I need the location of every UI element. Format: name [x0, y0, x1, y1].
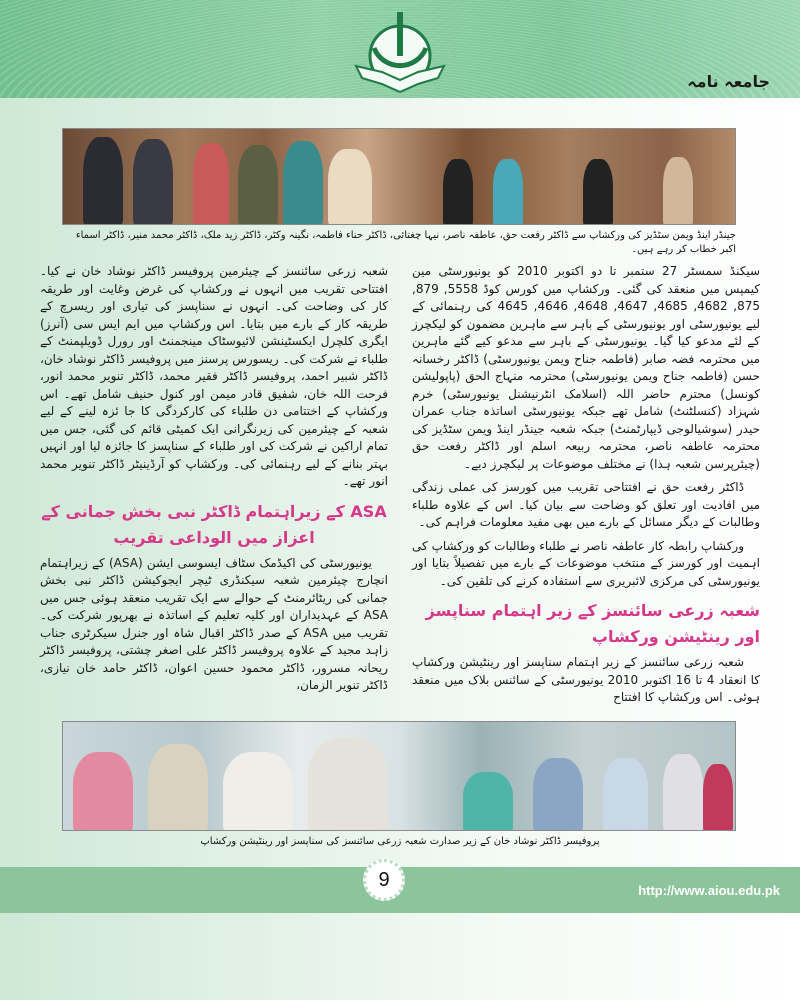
paragraph [40, 263, 388, 491]
aiou-crest-logo [352, 8, 448, 96]
text-line: (فاطمہ جناح ویمن یونیورسٹی) محترمہ منہاج الحق (پاپولیشن کونسل) محترم حاضر اللہ [412, 369, 760, 401]
text-line: رہنمائی کی۔ ورکشاپ کو آرڈینیٹر ڈاکٹر تنویر محمد انور تھے۔ [40, 456, 388, 488]
text-line: ہذا) نے مختلف موضوعات پر لیکچرز دیے۔ [464, 456, 671, 471]
text-line: ماہرین میں محترمہ فضہ صابر (فاطمہ جناح ویمن یونیورسٹی) ڈاکٹر رخسانہ حسن [412, 334, 760, 383]
page-number: 9 [363, 859, 405, 901]
text-line: سے ایک تقریب منعقد ہوئی جس میں ASA کے عہدیداران اور کلیہ تعلیم کے [40, 590, 388, 622]
right-column [412, 263, 760, 713]
top-photo [62, 128, 736, 225]
text-line: بارے میں بھی مفید معلومات فراہم کی۔ [418, 515, 620, 529]
text-line: ریحانہ مسرور، ڈاکٹر محمود حسین اعوان، ڈاکٹر حامد خان نیازی، ڈاکٹر تنویر الزمان، [40, 660, 388, 692]
text-line: اکتوبر 2010 یونیورسٹی کے سائنس بلاک میں منعقد ہوئی۔ اس ورکشاپ کا افتتاح [412, 672, 760, 704]
text-line: ڈویلپمنٹ کے طلباء نے شرکت کی۔ ریسورس پرسنز میں پروفیسر ڈاکٹر نوشاد خان، [40, 334, 388, 366]
text-line: اراکین نے شرکت کی اور طلباء کے سناپسز کا جائزہ لیا اور انہیں بہتر بنانے کے لیے [40, 439, 388, 471]
text-line: اساتذہ نے بھرپور شرکت کی۔ تقریب میں ASA کے صدر ڈاکٹر اقبال شاہ اور [40, 608, 388, 640]
text-line: سٹڈیز کی محترمہ عاطفہ ناصر، محترمہ ربیعہ اسلم اور ڈاکٹر رفعت حق (چیئرپرسن شعبہ [412, 421, 760, 471]
magazine-title: جامعہ نامہ [687, 72, 770, 91]
text-line: 4648, 4646, 4645 کی رہنمائی کے لیے یونیورسٹی اور یونیورسٹی کے باہر [412, 299, 760, 331]
section-heading-agri-workshop: شعبہ زرعی سائنسز کے زیر اہتمام سناپسز اور رینٹیشن ورکشاپ [425, 601, 760, 646]
text-line: ورکشاپ رابطہ کار عاطفہ ناصر نے طلباء وطالبات کو ورکشاپ کی اہمیت اور [412, 538, 760, 570]
text-line: سناپسز کی تیاری اور ریسرچ کے طریقہ کار کے بارے میں بتایا۔ اس ورکشاپ میں [40, 299, 388, 331]
page-header [0, 0, 800, 98]
section-heading-asa-line2: اعزاز میں الوداعی تقریب [113, 527, 315, 547]
text-line: لائبریری سے استفادہ کرنے کی تلقین کی۔ [439, 573, 646, 588]
website-link[interactable]: http://www.aiou.edu.pk [638, 882, 780, 898]
text-line: سیکنڈ سمسٹر 27 ستمبر تا دو اکتوبر 2010 کو یونیورسٹی مین کیمپس میں منعقد کی گئی۔ [412, 264, 761, 296]
paragraph [40, 555, 388, 695]
text-line: یونیورسٹی کی اکیڈمک سٹاف ایسوسی ایشن (ASA) کے زیراہتمام انچارج [40, 555, 388, 587]
article-columns [40, 263, 760, 713]
text-line: ورکشاپ میں کورس کوڈ 5558, 879, 875, 4682, 4685, 4647, [412, 281, 760, 313]
text-line: تعلق کو وضاحت سے بیان کیا۔ اس کے علاوہ طلباء وطالبات کے دیگر مسائل کے [412, 497, 760, 529]
bottom-photo-caption: پروفیسر ڈاکٹر نوشاد خان کے زیر صدارت شعبہ زرعی سائنسز کی سناپسز اور رینٹیشن ورکشاپ [200, 835, 600, 847]
text-line: انہوں نے ورکشاپ کی غرض وغایت اور طریقہ کار کی وضاحت کی۔ انہوں نے [40, 281, 388, 313]
text-line: (اسلامک انٹرنیشنل یونیورسٹی) خرم شہزاد (کنسلٹنٹ) شامل تھے جبکہ یونیورسٹی [412, 386, 760, 418]
top-photo-caption: جینڈر اینڈ ویمن سٹڈیز کی ورکشاپ سے ڈاکٹر رفعت حق، عاطفہ ناصر، نیہا چغتائی، ڈاکٹر حناء فاطمہ، نگینہ وکٹر، ڈاکٹر زید ملک، ڈاکٹر محمد منیر، ڈاکٹر اسماء اکبر خطاب کر رہے ہیں۔ [75, 230, 736, 255]
text-line: میمن اور کنول حنیف شامل تھے۔ اس ورکشاپ کے اختتامی دن طلباء کی کارکردگی کا جا [40, 386, 388, 418]
text-line: سے ماہرین مضمون کو لیکچرز کے لئے مدعو کیا گیا۔ یونیورسٹی کے باہر سے مدعو کیے گئے [412, 316, 760, 348]
text-line: ڈاکٹر شبیر احمد، پروفیسر ڈاکٹر فقیر محمد، ڈاکٹر تنویر محمد انور، فرحت اللہ خان، شفیق قادر [40, 369, 388, 401]
text-line: جنرل سیکرٹری جناب زاہد مجید کے علاوہ پروفیسر ڈاکٹر علی اصغر چشتی، پروفیسر ڈاکٹر [40, 625, 388, 657]
text-line: اساتذہ جناب عمران حیدر (سوشیالوجی ڈیپارٹمنٹ) جبکہ شعبہ جینڈر اینڈ ویمن [412, 404, 760, 436]
section-heading-asa-line1: ASA کے زیراہتمام ڈاکٹر نبی بخش جمانی کے [41, 501, 387, 521]
left-column [40, 263, 388, 713]
paragraph [412, 538, 760, 591]
text-line: ئزہ لینے کے لیے شعبہ کے چیئرمین کی زیرنگرانی ایک کمیٹی قائم کی گئی، جس میں تمام [40, 404, 388, 453]
page-footer [0, 867, 800, 913]
paragraph [412, 654, 760, 707]
text-line: شعبہ زرعی سائنسز کے زیر اہتمام سناپسز اور رینٹیشن ورکشاپ کا انعقاد 4 تا 16 [412, 655, 761, 687]
text-line: کورسز کے منتخب موضوعات کے بارے میں تفصیلاً بتایا اور یونیورسٹی کی مرکزی [412, 556, 760, 588]
bottom-photo [62, 721, 736, 831]
paragraph [412, 479, 760, 532]
text-line: ایم ایس سی (آنرز) ایگری کلچرل ایکسٹینشن لائیوسٹاک مینجمنٹ اور رورل [40, 316, 388, 348]
text-line: شعبہ زرعی سائنسز کے چیئرمین پروفیسر ڈاکٹر نوشاد خان نے کیا۔ افتتاحی تقریب میں [40, 264, 388, 296]
text-line: ڈاکٹر رفعت حق نے افتتاحی تقریب میں کورسز کی عملی زندگی میں افادیت اور [412, 480, 760, 512]
paragraph [412, 263, 760, 473]
text-line: چیئرمین شعبہ سیکنڈری ٹیچر ایجوکیشن ڈاکٹر نبی بخش جمانی کی ریٹائرمنٹ کے حوالے [40, 573, 388, 605]
